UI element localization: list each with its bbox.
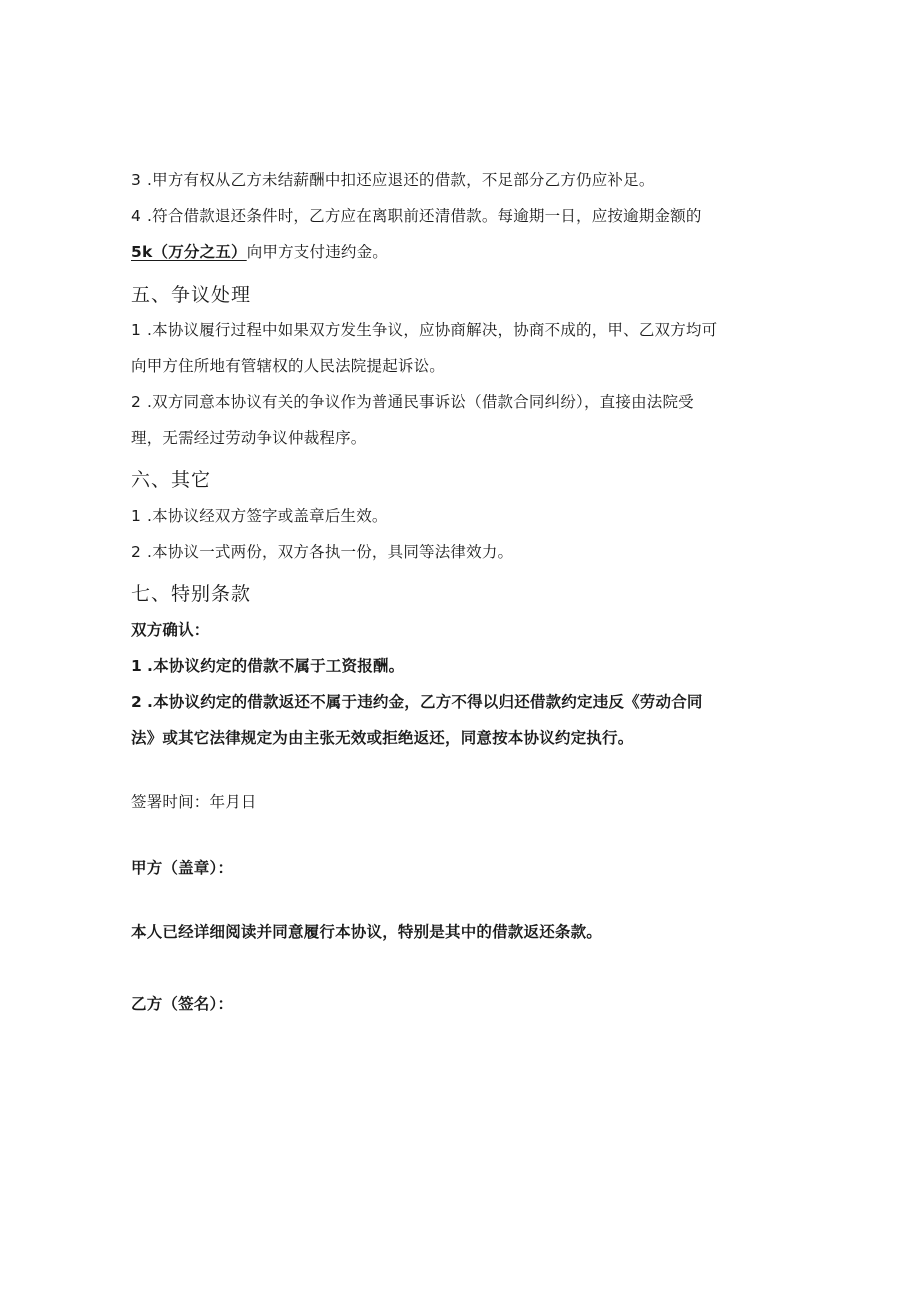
clause-5-2-continued xyxy=(131,428,367,448)
clause-text: .符合借款退还条件时，乙方应在离职前还清借款。每逾期一日，应按逾期金额的 xyxy=(147,207,702,225)
section-heading-other: 六、其它 xyxy=(131,469,212,491)
clause-text: .本协议约定的借款不属于工资报酬。 xyxy=(147,657,405,675)
clause-7-2 xyxy=(131,692,703,712)
clause-7-2-continued xyxy=(131,728,633,748)
clause-number: 2 xyxy=(131,693,142,711)
clause-6-1 xyxy=(131,506,388,526)
clause-text: .双方同意本协议有关的争议作为普通民事诉讼（借款合同纠纷），直接由法院受 xyxy=(147,393,694,411)
clause-text: 法》或其它法律规定为由主张无效或拒绝返还，同意按本协议约定执行。 xyxy=(131,729,634,747)
clause-6-2 xyxy=(131,542,513,562)
clause-number: 1 xyxy=(131,657,142,675)
acknowledgement-statement: 本人已经详细阅读并同意履行本协议，特别是其中的借款返还条款。 xyxy=(131,923,603,941)
confirm-label: 双方确认： xyxy=(131,621,210,639)
clause-text: .本协议一式两份，双方各执一份，具同等法律效力。 xyxy=(147,543,514,561)
clause-number: 2 xyxy=(131,543,142,561)
clause-text: .本协议经双方签字或盖章后生效。 xyxy=(147,507,388,525)
clause-5-2 xyxy=(131,392,694,412)
clause-number: 4 xyxy=(131,207,142,225)
clause-number: 2 xyxy=(131,393,142,411)
clause-4-4-continued xyxy=(131,242,388,262)
clause-text: .甲方有权从乙方未结薪酬中扣还应退还的借款，不足部分乙方仍应补足。 xyxy=(147,171,655,189)
party-a-seal-label: 甲方（盖章）： xyxy=(131,859,234,877)
clause-text: .本协议约定的借款返还不属于违约金，乙方不得以归还借款约定违反《劳动合同 xyxy=(147,693,703,711)
clause-text: 向甲方支付违约金。 xyxy=(246,243,389,261)
party-b-signature-label: 乙方（签名）： xyxy=(131,995,234,1013)
clause-text: 向甲方住所地有管辖权的人民法院提起诉讼。 xyxy=(131,357,446,375)
clause-number: 1 xyxy=(131,321,142,339)
clause-5-1-continued xyxy=(131,356,445,376)
sign-time: 签署时间：年月日 xyxy=(131,793,257,811)
clause-4-3 xyxy=(131,170,655,190)
clause-text: 理，无需经过劳动争议仲裁程序。 xyxy=(131,429,367,447)
clause-5-1 xyxy=(131,320,717,340)
clause-number: 1 xyxy=(131,507,142,525)
clause-number: 3 xyxy=(131,171,142,189)
section-heading-dispute: 五、争议处理 xyxy=(131,284,252,306)
clause-4-4 xyxy=(131,206,702,226)
clause-text: .本协议履行过程中如果双方发生争议，应协商解决，协商不成的，甲、乙双方均可 xyxy=(147,321,718,339)
section-heading-special-terms: 七、特别条款 xyxy=(131,583,252,605)
clause-7-1 xyxy=(131,656,404,676)
penalty-rate: 5k（万分之五） xyxy=(131,243,247,261)
